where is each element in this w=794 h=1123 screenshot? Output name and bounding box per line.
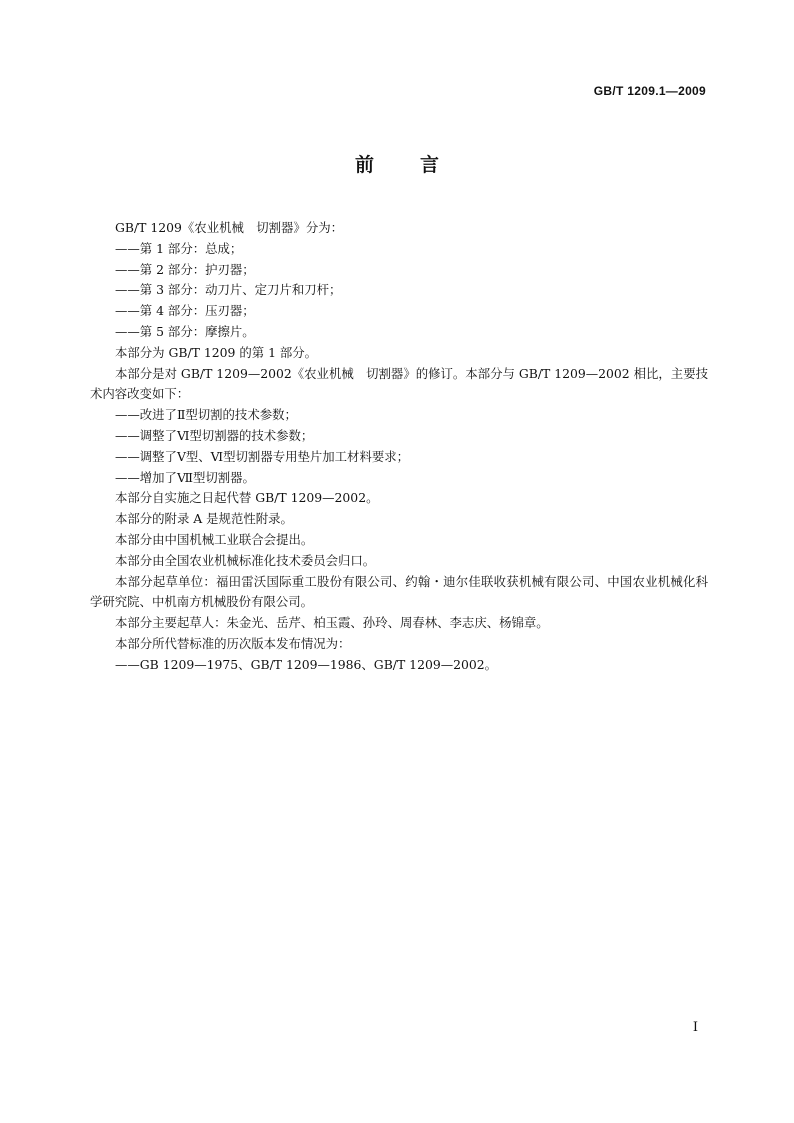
- paragraph: 本部分为 GB/T 1209 的第 1 部分。: [115, 344, 318, 360]
- list-item: ——GB 1209—1975、GB/T 1209—1986、GB/T 1209—2002。: [115, 656, 498, 672]
- paragraph: 本部分是对 GB/T 1209—2002《农业机械 切割器》的修订。本部分与 GB/T 1209—2002 相比，主要技术内容改变如下：: [90, 365, 708, 402]
- paragraph: 本部分的附录 A 是规范性附录。: [115, 511, 293, 527]
- paragraph: GB/T 1209《农业机械 切割器》分为：: [115, 220, 343, 235]
- paragraph: 本部分主要起草人：朱金光、岳芹、柏玉霞、孙玲、周春林、李志庆、杨锦章。: [115, 615, 549, 631]
- list-item: ——第 3 部分：动刀片、定刀片和刀杆；: [115, 282, 342, 298]
- paragraph: 本部分由全国农业机械标准化技术委员会归口。: [115, 552, 376, 568]
- paragraph: 本部分自实施之日起代替 GB/T 1209—2002。: [115, 490, 379, 506]
- list-item: ——第 5 部分：摩擦片。: [115, 323, 255, 339]
- list-item: ——调整了Ⅵ型切割器的技术参数；: [115, 427, 314, 443]
- foreword-body: [90, 218, 708, 676]
- page-title: 前言: [354, 154, 485, 176]
- list-item: ——调整了Ⅴ型、Ⅵ型切割器专用垫片加工材料要求；: [115, 448, 410, 464]
- list-item: ——增加了Ⅶ型切割器。: [115, 469, 255, 485]
- page-number: I: [692, 1020, 698, 1035]
- list-item: ——第 1 部分：总成；: [115, 240, 243, 256]
- list-item: ——第 2 部分：护刃器；: [115, 261, 255, 277]
- paragraph: 本部分起草单位：福田雷沃国际重工股份有限公司、约翰・迪尔佳联收获机械有限公司、中国农业机械化科学研究院、中机南方机械股份有限公司。: [90, 573, 708, 610]
- list-item: ——改进了Ⅱ型切割的技术参数；: [115, 407, 297, 423]
- list-item: ——第 4 部分：压刃器；: [115, 303, 255, 319]
- paragraph: 本部分所代替标准的历次版本发布情况为：: [115, 635, 351, 651]
- standard-code: GB/T 1209.1—2009: [593, 84, 706, 98]
- paragraph: 本部分由中国机械工业联合会提出。: [115, 531, 314, 547]
